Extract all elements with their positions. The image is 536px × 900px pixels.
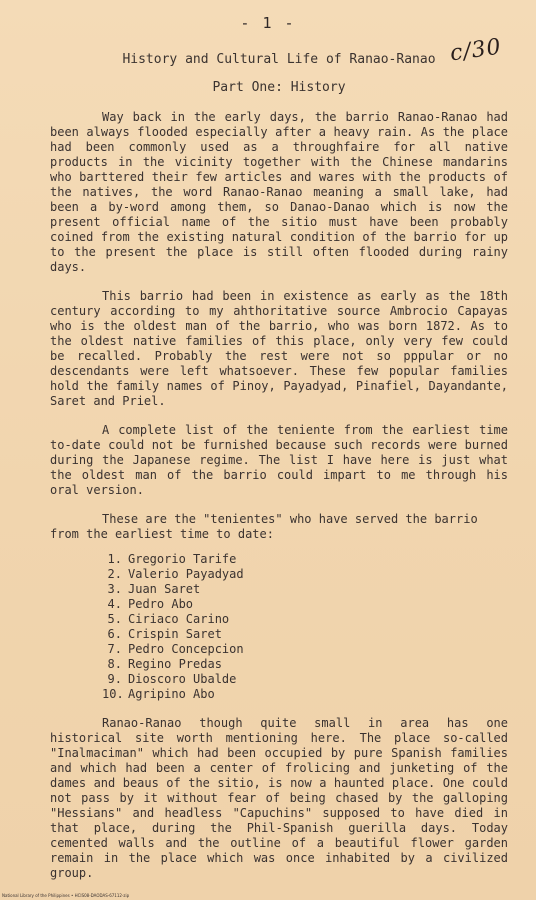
list-item: [102, 552, 508, 567]
handwritten-annotation: c/30: [448, 34, 504, 67]
list-item-number: 6.: [107, 627, 122, 641]
archive-footer: National Library of the Philippines • HCIS08-DAODAS-67112-zip: [0, 893, 536, 898]
list-item: [102, 582, 508, 597]
list-item: [102, 687, 508, 702]
list-item-name: Ciriaco Carino: [128, 612, 230, 626]
list-item-name: Juan Saret: [128, 582, 201, 596]
list-item-name: Dioscoro Ubalde: [128, 672, 237, 686]
list-item-name: Gregorio Tarife: [128, 552, 237, 566]
list-item: [102, 612, 508, 627]
list-item-number: 8.: [107, 657, 122, 671]
list-item: [102, 672, 508, 687]
list-item-number: 1.: [107, 552, 122, 566]
paragraph-tenientes-intro: These are the "tenientes" who have served the barrio from the earliest time to date:: [50, 512, 478, 541]
list-item-number: 10.: [102, 687, 124, 701]
list-item-number: 9.: [107, 672, 122, 686]
list-item-name: Valerio Payadyad: [128, 567, 244, 581]
list-item-number: 7.: [107, 642, 122, 656]
list-item-name: Pedro Abo: [128, 597, 194, 611]
document-title: History and Cultural Life of Ranao-Ranao: [122, 52, 436, 67]
paragraph-existence-and-families: This barrio had been in existence as early as the 18th century according to my ahthoritative source Ambrocio Capayas who is the oldest man of the barrio, who was born 1872. As to the oldest native families of this place, only very few could be recalled. Probably the rest were not so pppular or no descendants were left whatsoever. These few popular families hold the family names of Pinoy, Payadyad, Pinafiel, Dayandante, Saret and Priel.: [50, 289, 508, 408]
part-heading: Part One: History: [212, 80, 346, 95]
list-item-number: 3.: [107, 582, 122, 596]
paragraph-historical-site: Ranao-Ranao though quite small in area has one historical site worth mentioning here. The place so-called "Inalmaciman" which had been occupied by pure Spanish families and which had been a center of frolicing and junketing of the dames and beaus of the sitio, is now a haunted place. One could not pass by it without fear of being chased by the galloping "Hessians" and headless "Capuchins" supposed to have died in that place, during the Phil-Spanish guerilla days. Today cemented walls and the outline of a beautiful flower garden remain in the place which was once inhabited by a civilized group.: [50, 716, 508, 880]
list-item-name: Pedro Concepcion: [128, 642, 244, 656]
list-item-number: 5.: [107, 612, 122, 626]
list-item: [102, 627, 508, 642]
list-item-name: Regino Predas: [128, 657, 222, 671]
paragraph-teniente-records: A complete list of the teniente from the earliest time to-date could not be furnished because such records were burned during the Japanese regime. The list I have here is just what the oldest man of the barrio could impart to me through his oral version.: [50, 423, 508, 497]
page-number: - 1 -: [240, 14, 296, 32]
paragraph-origin-of-name: Way back in the early days, the barrio Ranao-Ranao had been always flooded especially after a heavy rain. As the place had been commonly used as a throughfaire for all native products in the vicinity together with the Chinese mandarins who barttered their few articles and wares with the products of the natives, the word Ranao-Ranao meaning a small lake, had been a by-word among them, so Danao-Danao which is now the present official name of the sitio must have been probably coined from the existing natural condition of the barrio for up to the present the place is still often flooded during rainy days.: [50, 110, 508, 274]
list-item: [102, 597, 508, 612]
list-item-number: 4.: [107, 597, 122, 611]
list-item: [102, 642, 508, 657]
list-item-name: Agripino Abo: [128, 687, 215, 701]
list-item: [102, 567, 508, 582]
list-item-number: 2.: [107, 567, 122, 581]
list-item: [102, 657, 508, 672]
list-item-name: Crispin Saret: [128, 627, 222, 641]
teniente-list: [102, 552, 508, 702]
